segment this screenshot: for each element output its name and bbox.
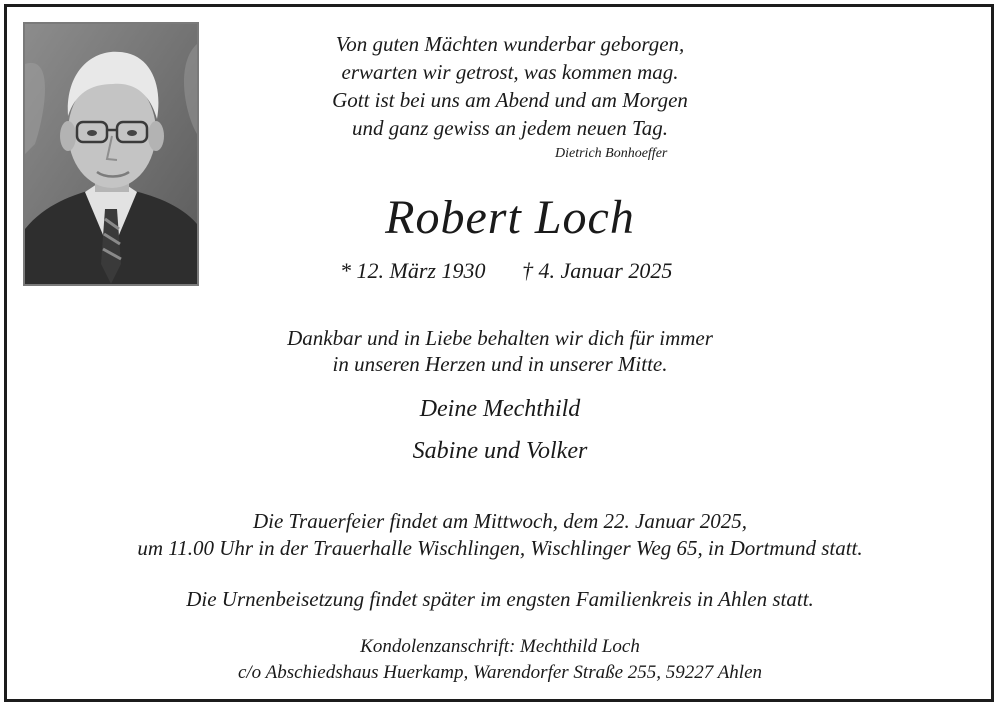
death-date: † 4. Januar 2025 [522, 258, 673, 283]
poem-line-3: Gott ist bei uns am Abend und am Morgen [332, 88, 688, 112]
funeral-line-2: um 11.00 Uhr in der Trauerhalle Wischlingen, Wischlinger Weg 65, in Dortmund statt. [137, 536, 863, 560]
poem-author: Dietrich Bonhoeffer [555, 146, 668, 161]
portrait-illustration [25, 24, 197, 284]
portrait-photo [23, 22, 199, 286]
poem-line-4: und ganz gewiss an jedem neuen Tag. [352, 116, 668, 140]
message-line-2: in unseren Herzen und in unserer Mitte. [332, 352, 668, 376]
message-line-1: Dankbar und in Liebe behalten wir dich für immer [287, 326, 713, 350]
family-member-1: Deine Mechthild [419, 396, 581, 422]
condolence-line-2: c/o Abschiedshaus Huerkamp, Warendorfer Straße 255, 59227 Ahlen [237, 662, 763, 683]
condolence-line-1: Kondolenzanschrift: Mechthild Loch [360, 636, 640, 657]
birth-date: * 12. März 1930 [340, 258, 486, 283]
funeral-line-1: Die Trauerfeier findet am Mittwoch, dem 22. Januar 2025, [252, 509, 748, 533]
poem-line-2: erwarten wir getrost, was kommen mag. [341, 60, 679, 84]
deceased-name: Robert Loch [385, 191, 635, 244]
burial-notice: Die Urnenbeisetzung findet später im engsten Familienkreis in Ahlen statt. [186, 587, 814, 611]
family-member-2: Sabine und Volker [412, 438, 588, 464]
poem-line-1: Von guten Mächten wunderbar geborgen, [335, 32, 685, 56]
